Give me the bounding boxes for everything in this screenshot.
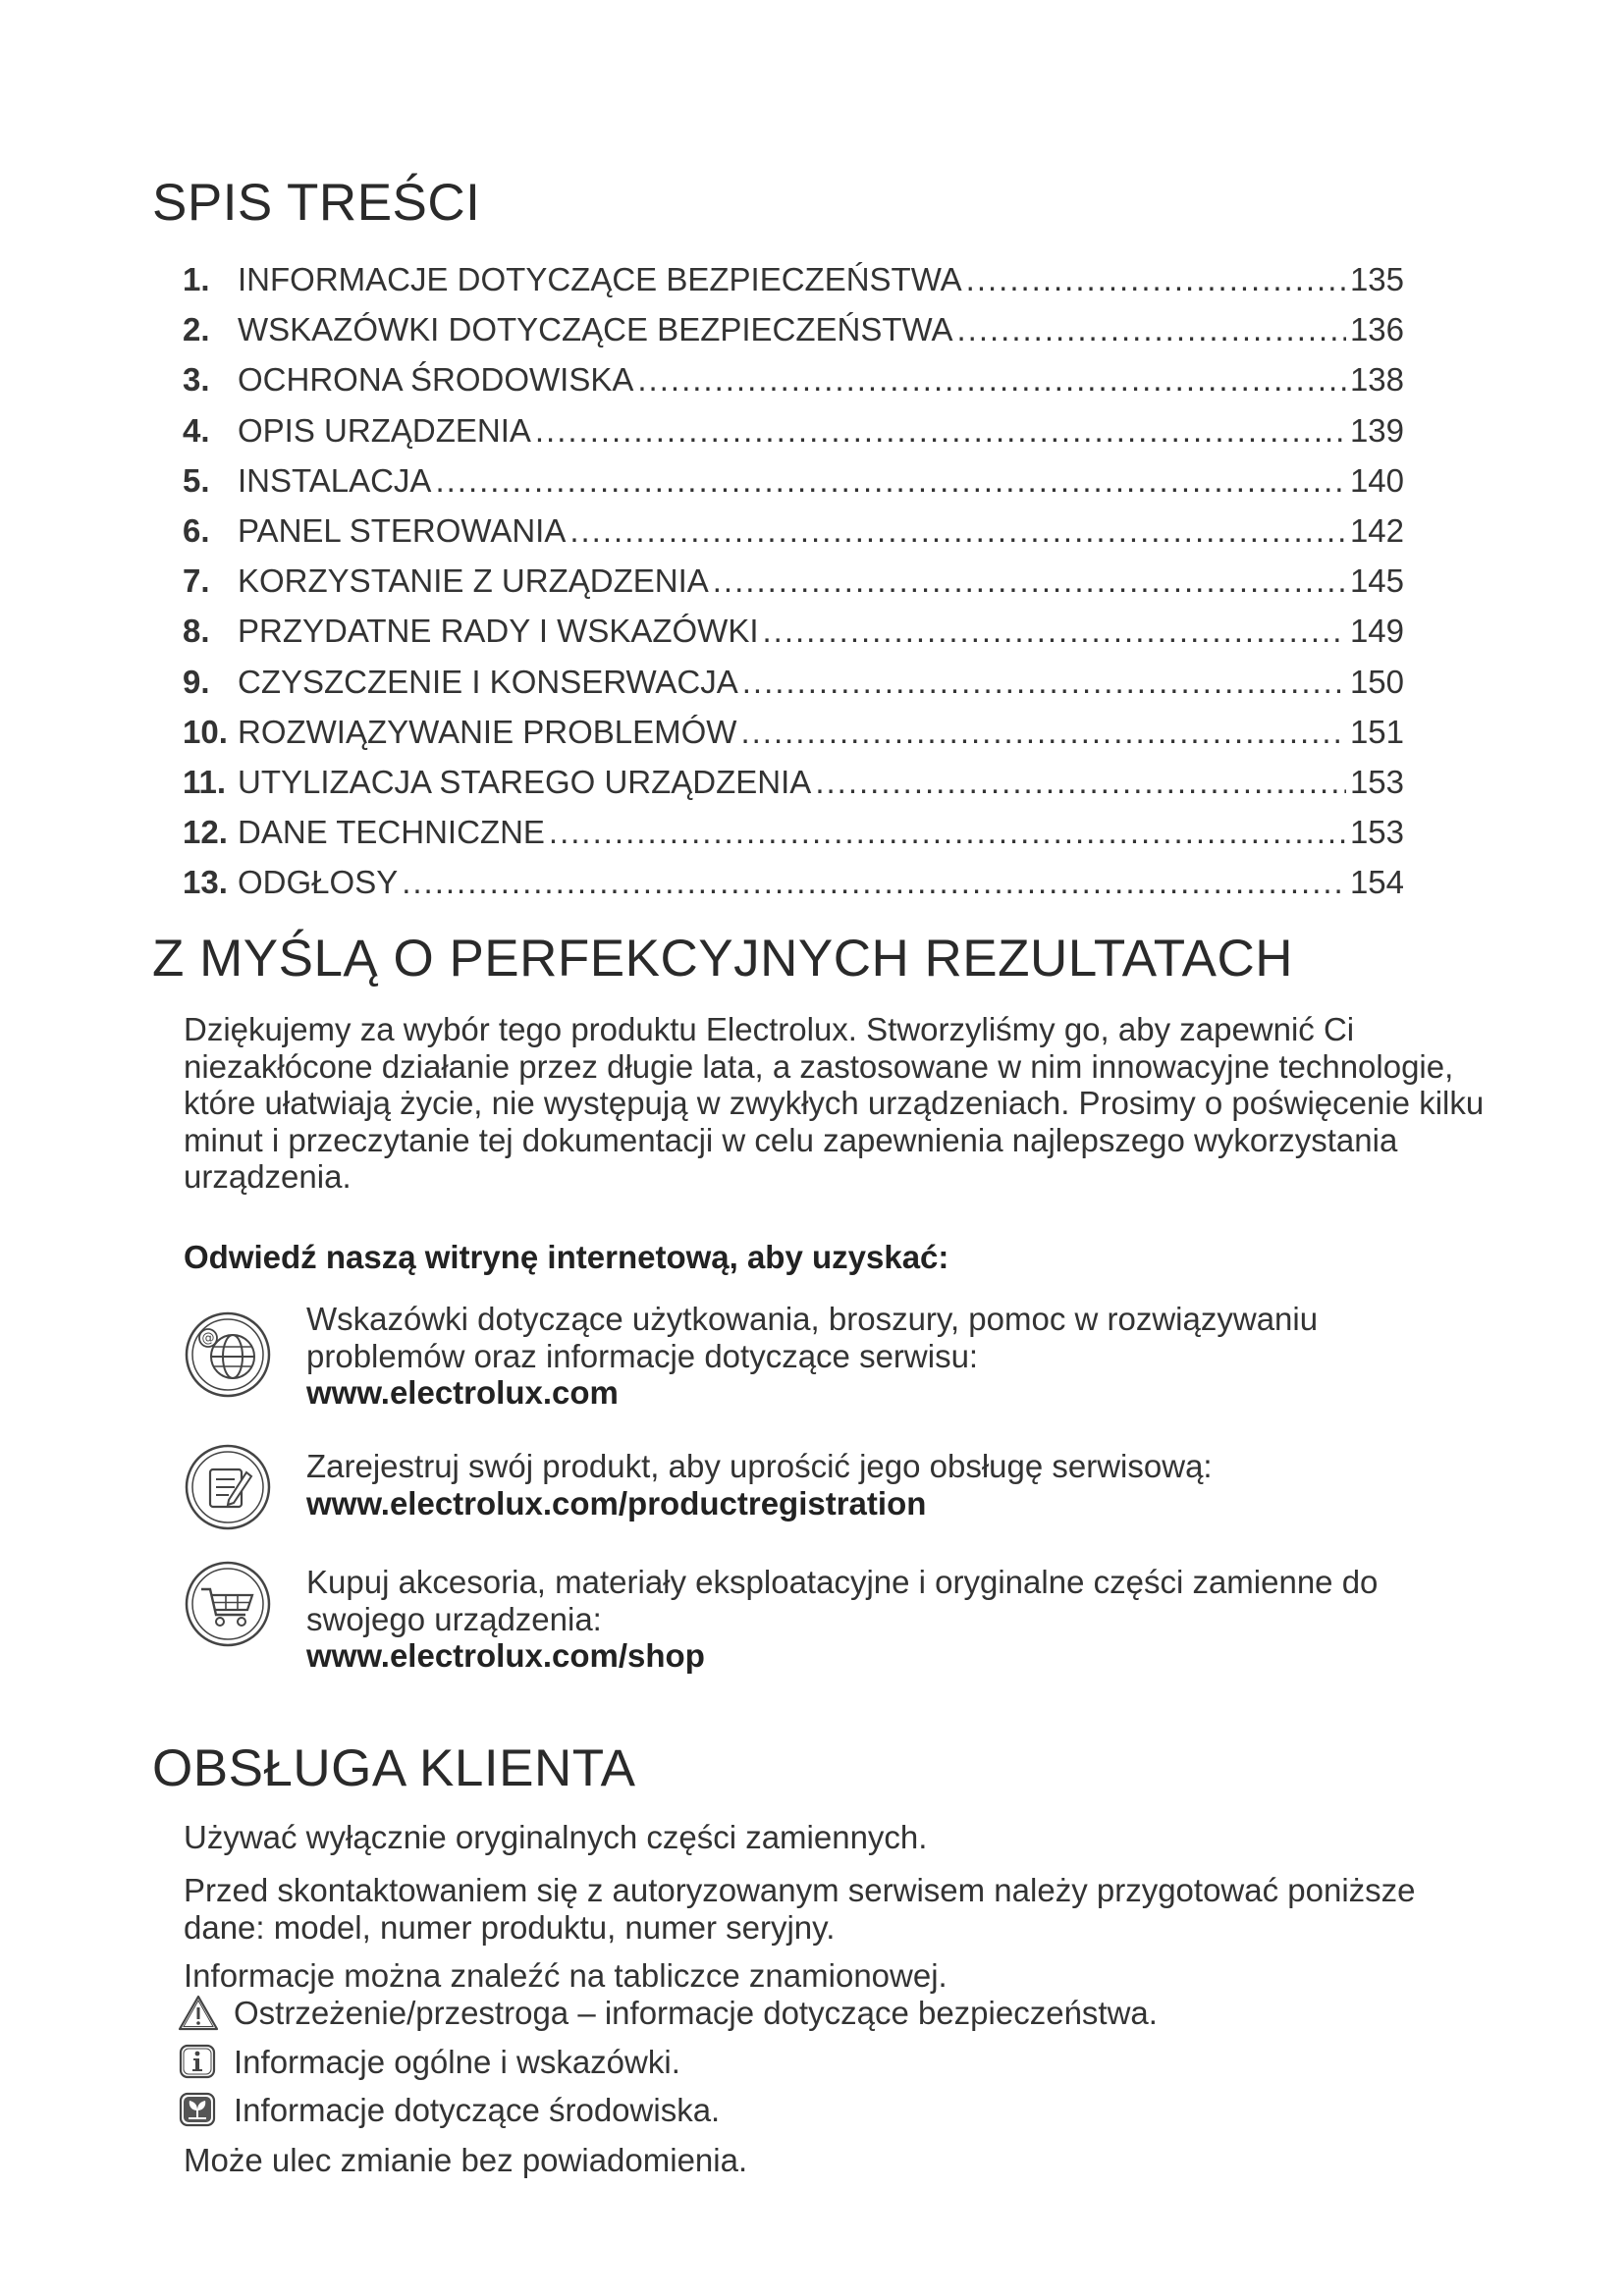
support-link-url[interactable]: www.electrolux.com: [306, 1374, 619, 1411]
registration-link-block: [184, 1448, 1460, 1531]
change-notice: Może ulec zmianie bez powiadomienia.: [184, 2142, 748, 2178]
toc-entry[interactable]: [183, 814, 1404, 864]
toc-entry[interactable]: [183, 261, 1404, 311]
customer-service-heading: OBSŁUGA KLIENTA: [152, 1739, 636, 1797]
toc-entry[interactable]: [183, 311, 1404, 361]
toc-entry-number: 4.: [183, 411, 210, 449]
toc-entry[interactable]: [183, 864, 1404, 914]
toc-entry-title: PRZYDATNE RADY I WSKAZÓWKI: [238, 613, 759, 650]
toc-entry-page: 136: [1349, 311, 1404, 348]
toc-entry-leader: [549, 814, 1346, 851]
toc-entry-page: 151: [1349, 713, 1404, 750]
visit-website-heading: Odwiedź naszą witrynę internetową, aby uzyskać:: [184, 1239, 949, 1275]
toc-entry-title: INSTALACJA: [238, 461, 432, 499]
toc-entry-title: WSKAZÓWKI DOTYCZĄCE BEZPIECZEŃSTWA: [238, 311, 953, 348]
registration-link-description: Zarejestruj swój produkt, aby uprościć jego obsługę serwisową:: [306, 1448, 1213, 1484]
toc-entry-leader: [535, 412, 1346, 450]
toc-entry[interactable]: [183, 613, 1404, 663]
toc-entry-title: ROZWIĄZYWANIE PROBLEMÓW: [238, 713, 737, 750]
toc-entry-page: 139: [1349, 411, 1404, 449]
toc-entry-leader: [569, 512, 1346, 550]
toc-entry[interactable]: [183, 412, 1404, 462]
toc-entry-page: 142: [1349, 511, 1404, 549]
perfect-results-heading: Z MYŚLĄ O PERFEKCYJNYCH REZULTATACH: [152, 930, 1294, 988]
support-link-block: [184, 1301, 1460, 1411]
registration-link-url[interactable]: www.electrolux.com/productregistration: [306, 1484, 927, 1522]
legend-warning-text: Ostrzeżenie/przestroga – informacje dotyczące bezpieczeństwa.: [234, 1995, 1158, 2031]
toc-entry-number: 1.: [183, 261, 210, 297]
svg-text:@: @: [201, 1331, 215, 1346]
toc-entry-title: OCHRONA ŚRODOWISKA: [238, 361, 634, 399]
toc-entry-page: 154: [1349, 864, 1404, 901]
shop-link-description: Kupuj akcesoria, materiały eksploatacyjne i oryginalne części zamienne do swojego urządzenia:: [306, 1564, 1379, 1637]
toc-entry-page: 149: [1349, 613, 1404, 650]
toc-entry-page: 135: [1349, 261, 1404, 297]
warning-icon: [177, 1994, 220, 2033]
toc-entry-number: 11.: [183, 763, 227, 800]
toc-entry-number: 9.: [183, 663, 210, 700]
toc-entry[interactable]: [183, 462, 1404, 512]
environment-icon: [177, 2091, 220, 2130]
toc-entry-page: 145: [1349, 562, 1404, 600]
shop-link-block: [184, 1564, 1460, 1674]
toc-entry[interactable]: [183, 512, 1404, 562]
toc-entry-leader: [742, 664, 1346, 701]
toc-entry-title: DANE TECHNICZNE: [238, 814, 545, 851]
toc-entry-number: 5.: [183, 461, 210, 499]
service-paragraph-rating-plate: Informacje można znaleźć na tabliczce znamionowej.: [184, 1957, 947, 1994]
legend-warning: [177, 1994, 1158, 2033]
table-of-contents: [183, 261, 1404, 914]
toc-entry-title: UTYLIZACJA STAREGO URZĄDZENIA: [238, 763, 812, 800]
toc-entry[interactable]: [183, 664, 1404, 714]
toc-entry-leader: [956, 311, 1345, 348]
toc-entry[interactable]: [183, 714, 1404, 764]
toc-entry-leader: [713, 562, 1346, 600]
toc-heading: SPIS TREŚCI: [152, 174, 481, 232]
toc-entry-leader: [402, 864, 1346, 901]
toc-entry[interactable]: [183, 562, 1404, 613]
globe-icon: [184, 1310, 272, 1399]
legend-info: [177, 2043, 680, 2082]
toc-entry-number: 13.: [183, 864, 228, 901]
toc-entry-page: 150: [1349, 663, 1404, 700]
service-paragraph-original-parts: Używać wyłącznie oryginalnych części zamiennych.: [184, 1819, 928, 1855]
toc-entry-leader: [740, 714, 1345, 751]
toc-entry-number: 3.: [183, 361, 210, 399]
toc-entry-title: KORZYSTANIE Z URZĄDZENIA: [238, 562, 709, 600]
toc-entry-leader: [435, 462, 1346, 500]
toc-entry-number: 8.: [183, 613, 210, 650]
toc-entry-leader: [815, 764, 1346, 801]
toc-entry-number: 12.: [183, 814, 228, 851]
toc-entry-leader: [763, 613, 1346, 650]
toc-entry[interactable]: [183, 764, 1404, 814]
registration-icon: [184, 1443, 272, 1531]
toc-entry-number: 2.: [183, 311, 210, 348]
service-paragraph-contact: Przed skontaktowaniem się z autoryzowanym serwisem należy przygotować poniższe dane: model, numer produktu, numer seryjny.: [184, 1872, 1416, 1946]
toc-entry-title: OPIS URZĄDZENIA: [238, 411, 531, 449]
intro-paragraph: Dziękujemy za wybór tego produktu Electrolux. Stworzyliśmy go, aby zapewnić Ci niezakłócone działanie przez długie lata, a zastosowane w nim innowacyjne technologie, które ułatwiają życie, nie występują w zwykłych urządzeniach. Prosimy o poświęcenie kilku minut i przeczytanie tej dokumentacji w celu zapewnienia najlepszego wykorzystania urządzenia.: [184, 1011, 1485, 1195]
toc-entry-page: 153: [1349, 763, 1404, 800]
toc-entry-title: INFORMACJE DOTYCZĄCE BEZPIECZEŃSTWA: [238, 261, 962, 297]
toc-entry-leader: [637, 361, 1346, 399]
legend-environment-text: Informacje dotyczące środowiska.: [234, 2092, 721, 2128]
toc-entry-page: 140: [1349, 461, 1404, 499]
shop-link-url[interactable]: www.electrolux.com/shop: [306, 1637, 705, 1674]
toc-entry-title: PANEL STEROWANIA: [238, 511, 567, 549]
info-icon: [177, 2043, 220, 2082]
toc-entry-number: 10.: [183, 713, 228, 750]
support-link-description: Wskazówki dotyczące użytkowania, broszury, pomoc w rozwiązywaniu problemów oraz informacje dotyczące serwisu:: [306, 1301, 1319, 1374]
toc-entry-title: ODGŁOSY: [238, 864, 399, 901]
shopping-cart-icon: [184, 1560, 272, 1648]
toc-entry[interactable]: [183, 361, 1404, 411]
toc-entry-number: 7.: [183, 562, 210, 600]
toc-entry-number: 6.: [183, 511, 210, 549]
legend-environment: [177, 2091, 720, 2130]
toc-entry-page: 153: [1349, 814, 1404, 851]
toc-entry-leader: [966, 261, 1346, 298]
legend-info-text: Informacje ogólne i wskazówki.: [234, 2044, 680, 2080]
toc-entry-title: CZYSZCZENIE I KONSERWACJA: [238, 663, 738, 700]
toc-entry-page: 138: [1349, 361, 1404, 399]
